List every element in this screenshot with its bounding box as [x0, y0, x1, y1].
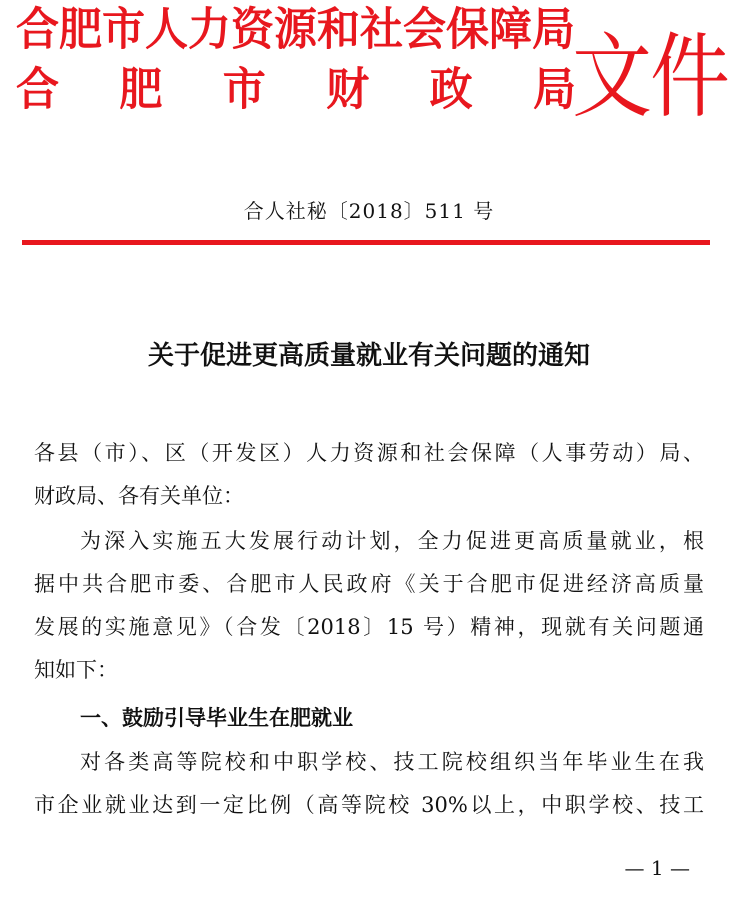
issuer-name-hr-bureau: 合肥市人力资源和社会保障局: [16, 3, 575, 57]
issuer-char: 财: [326, 63, 370, 117]
addressee-line: 各县（市）、区（开发区）人力资源和社会保障（人事劳动）局、: [34, 441, 704, 465]
addressee-block: [34, 432, 704, 518]
paragraph-line: 对各类高等院校和中职学校、技工院校组织当年毕业生在我: [80, 750, 704, 774]
issuer-char: 肥: [119, 63, 163, 117]
paragraph-line: 为深入实施五大发展行动计划，全力促进更高质量就业，根: [80, 529, 704, 553]
paragraph-line: 据中共合肥市委、合肥市人民政府《关于合肥市促进经济高质量: [34, 572, 704, 596]
document-word: 文件: [572, 23, 728, 131]
addressee-line: 财政局、各有关单位：: [34, 484, 244, 508]
paragraph-line: 知如下：: [34, 658, 118, 682]
section-paragraph: [34, 741, 704, 827]
document-title: 关于促进更高质量就业有关问题的通知: [147, 341, 590, 371]
issuer-char: 政: [429, 63, 473, 117]
issuer-char: 合: [16, 63, 59, 117]
red-separator-rule: [22, 240, 710, 245]
intro-paragraph: [34, 520, 704, 692]
paragraph-line: 发展的实施意见》（合发〔2018〕15 号）精神，现就有关问题通: [34, 615, 704, 639]
issuer-char: 局: [532, 63, 576, 117]
masthead: [0, 0, 738, 150]
issuer-name-finance-bureau: [16, 64, 576, 117]
section-heading: 一、鼓励引导毕业生在肥就业: [80, 706, 353, 730]
paragraph-line: 市企业就业达到一定比例（高等院校 30%以上，中职学校、技工: [34, 793, 704, 817]
page-number: — 1 —: [624, 856, 690, 880]
document-number: 合人社秘〔2018〕511 号: [243, 199, 495, 223]
issuer-char: 市: [222, 63, 266, 117]
